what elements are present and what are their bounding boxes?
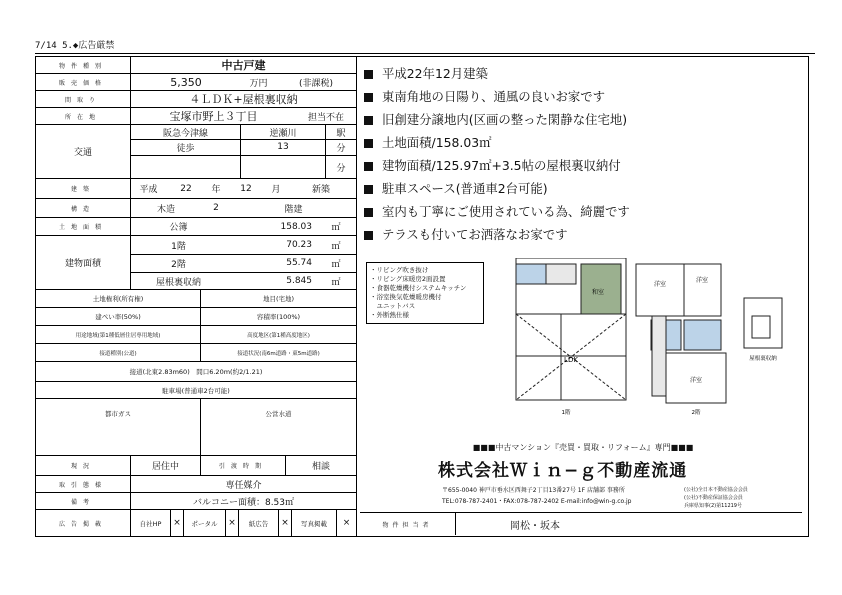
ad-portal-mark: × (226, 510, 239, 536)
attic-unit: ㎡ (331, 277, 341, 288)
district-b: 高度地区(第1種高度地区) (247, 332, 310, 339)
highlights-list (364, 62, 764, 246)
feature-box (366, 262, 484, 324)
ad-paper: 紙広告 (239, 510, 279, 536)
property-type-value: 中古戸建 (221, 59, 266, 72)
bullet-square-icon (364, 231, 373, 240)
label-price: 販売価格 (36, 74, 131, 90)
highlight-item: 土地面積/158.03㎡ (364, 131, 764, 154)
bullet-square-icon (364, 93, 373, 102)
company-name: 株式会社Ｗｉｎ−ｇ不動産流通 (438, 461, 688, 481)
setback-text: 接道(北東2.83m60) 間口6.20m(約2/1.21) (129, 368, 263, 376)
row-layout (36, 91, 356, 108)
company-license-1: (公社)全日本不動産協会会員 (684, 487, 748, 493)
column-divider (356, 57, 357, 536)
row-district (36, 326, 356, 344)
row-current (36, 456, 356, 476)
feature-item: ・外断熱仕様 (370, 311, 409, 319)
row-remarks (36, 493, 356, 510)
parking-text: 駐車場(普通車2台可能) (162, 386, 230, 395)
highlight-item: 駐車スペース(普通車2台可能) (364, 177, 764, 200)
built-year-unit: 年 (211, 185, 221, 195)
floor2-value: 55.74 (286, 258, 312, 268)
highlight-item: 建物面積/125.97㎡+3.5帖の屋根裏収納付 (364, 154, 764, 177)
address-value: 宝塚市野上３丁目 (169, 110, 258, 123)
row-setback (36, 362, 356, 382)
label-layout: 間取り (36, 91, 131, 107)
feature-item: ・食器乾燥機付システムキッチン (370, 284, 467, 292)
label-ads: 広告掲載 (36, 510, 131, 536)
room-yoshitsu1-label: 洋室 (653, 281, 667, 288)
bullet-square-icon (364, 162, 373, 171)
row-structure (36, 199, 356, 218)
attic-name: 屋根裏収納 (155, 277, 201, 288)
road-b: 接道状況(南6m道路・東5m道路) (237, 350, 320, 357)
deal-value: 専任媒介 (225, 480, 262, 491)
traffic-walk: 徒歩 (131, 139, 241, 155)
feature-item: ・浴室換気乾燥暖房機付 (370, 293, 442, 301)
ratio-a: 建ぺい率(50%) (36, 308, 201, 325)
layout-value: ４ＬＤＫ+屋根裏収納 (189, 93, 298, 106)
traffic-min-unit-2: 分 (336, 163, 346, 174)
header-text: 7/14 5.◆広告厳禁 (35, 41, 115, 51)
structure-floors-unit: 階建 (284, 204, 303, 215)
traffic-line: 阪急今津線 (131, 125, 241, 139)
feature-item: ・リビング吹き抜け (370, 266, 429, 274)
floor1-unit: ㎡ (331, 241, 341, 252)
room-washitsu-label: 和室 (591, 289, 605, 296)
traffic-minutes: 13 (241, 139, 326, 155)
label-deal: 取引態様 (36, 476, 131, 492)
room-yoshitsu2-label: 洋室 (695, 277, 709, 284)
header-rule (35, 53, 815, 54)
ad-portal: ポータル (184, 510, 226, 536)
row-land-area (36, 218, 356, 236)
row-ratio (36, 308, 356, 326)
floor1-value: 70.23 (286, 240, 312, 250)
label-remarks: 備考 (36, 493, 131, 509)
floor2-name: 2階 (171, 259, 186, 270)
bullet-square-icon (364, 185, 373, 194)
structure-floors: 2 (213, 203, 219, 213)
remarks-value: バルコニー面積：8.53㎡ (192, 497, 295, 508)
row-parking (36, 382, 356, 399)
highlight-item: 東南角地の日陽り、通風の良いお家です (364, 85, 764, 108)
ratio-b: 容積率(100%) (256, 313, 301, 321)
row-rights (36, 290, 356, 308)
bullet-square-icon (364, 70, 373, 79)
label-traffic: 交通 (36, 125, 131, 178)
price-value: 5,350 (170, 75, 202, 89)
label-address: 所在地 (36, 108, 131, 124)
label-current: 現況 (36, 456, 131, 475)
company-tagline: ■■■中古マンション『売買・買取・リフォーム』専門■■■ (472, 443, 694, 452)
traffic-empty-1 (131, 155, 241, 179)
ad-paper-mark: × (279, 510, 292, 536)
row-ads (36, 510, 356, 536)
handover-value: 相談 (311, 462, 330, 472)
floor2-caption: 2階 (691, 410, 701, 416)
row-building-area (36, 236, 356, 290)
staff-row (360, 512, 802, 535)
structure-material: 木造 (156, 204, 175, 215)
staff-value: 岡松・坂本 (510, 520, 560, 532)
label-staff: 物件担当者 (360, 513, 456, 535)
feature-item: ユニットバス (370, 302, 416, 310)
feature-item: ・リビング床暖房2面設置 (370, 275, 446, 283)
row-address (36, 108, 356, 125)
traffic-min-unit: 分 (336, 143, 346, 154)
attic-caption: 屋根裏収納 (749, 356, 777, 362)
company-license-3: 兵庫県知事(2)第11219号 (684, 503, 742, 509)
company-address: 〒655-0040 神戸市垂水区西舞子2丁目13番27号 1F 店舗部 事務所 (442, 487, 625, 494)
rights-a: 土地権利(所有権) (36, 290, 201, 307)
ad-own-hp-mark: × (171, 510, 184, 536)
district-a: 用途地域(第1種低層住居専用地域) (36, 326, 201, 343)
built-status: 新築 (311, 185, 330, 195)
price-tax: (非課税) (298, 78, 334, 89)
label-handover: 引渡時期 (201, 456, 286, 475)
land-area-value: 158.03 (280, 221, 312, 232)
ad-photo: 写真掲載 (292, 510, 337, 536)
ad-photo-mark: × (342, 518, 351, 528)
room-yoshitsu3-label: 洋室 (689, 377, 703, 384)
row-utility (36, 399, 356, 456)
label-building-area: 建物面積 (36, 236, 131, 289)
label-land-area: 土地面積 (36, 218, 131, 235)
road-a: 接道種別(公道) (36, 344, 201, 361)
room-ldk-label: LDK (564, 356, 578, 364)
price-unit: 万円 (249, 78, 268, 89)
rights-b: 地目(宅地) (262, 295, 295, 303)
built-month-unit: 月 (271, 185, 281, 195)
label-structure: 構造 (36, 199, 131, 217)
traffic-empty-2 (241, 155, 326, 179)
highlight-item: 旧創建分譲地内(区画の整った閑静な住宅地) (364, 108, 764, 131)
bullet-square-icon (364, 208, 373, 217)
traffic-station: 逆瀬川 (241, 125, 326, 139)
label-property-type: 物件種別 (36, 57, 131, 73)
bullet-square-icon (364, 139, 373, 148)
utility-a: 都市ガス (36, 399, 201, 455)
row-traffic (36, 125, 356, 179)
land-area-name: 公簿 (169, 223, 188, 233)
utility-b: 公営水道 (265, 410, 292, 418)
floor1-caption: 1階 (561, 410, 571, 416)
label-built: 建築 (36, 179, 131, 198)
current-value: 居住中 (131, 456, 201, 475)
traffic-station-suffix: 駅 (336, 128, 346, 139)
attic-value: 5.845 (286, 276, 312, 286)
highlight-item: 室内も丁寧にご使用されている為、綺麗です (364, 200, 764, 223)
row-price (36, 74, 356, 91)
company-license-2: (公社)不動産保証協会会員 (684, 495, 743, 501)
company-block (364, 442, 802, 534)
highlight-item: テラスも付いてお洒落なお家です (364, 223, 764, 246)
bullet-square-icon (364, 116, 373, 125)
row-property-type (36, 57, 356, 74)
highlight-item: 平成22年12月建築 (364, 62, 764, 85)
row-built (36, 179, 356, 199)
row-road (36, 344, 356, 362)
floor1-name: 1階 (171, 241, 186, 252)
company-contact: TEL:078-787-2401・FAX:078-787-2402 E-mail:info@win-g.co.jp (442, 498, 632, 505)
land-area-unit: ㎡ (331, 223, 341, 233)
ad-own-hp: 自社HP (131, 510, 171, 536)
address-note: 担当不在 (307, 112, 344, 123)
built-month: 12 (240, 183, 252, 194)
row-deal (36, 476, 356, 493)
built-year: 22 (180, 183, 192, 194)
built-era: 平成 (139, 185, 158, 195)
floor2-unit: ㎡ (331, 259, 341, 270)
